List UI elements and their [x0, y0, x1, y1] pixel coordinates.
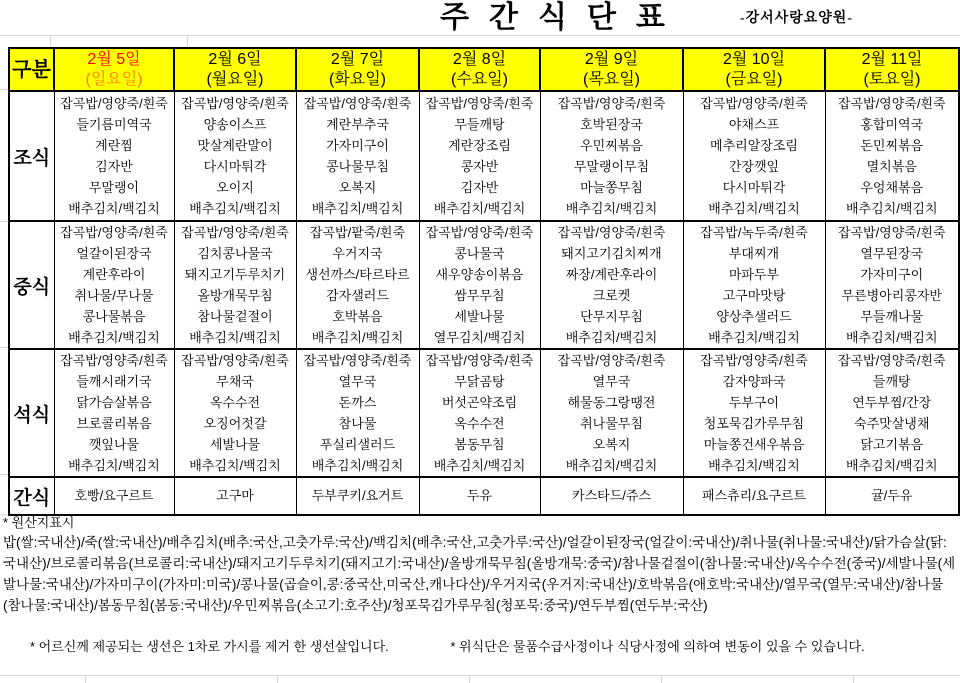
menu-item: 잡곡밥/영양죽/흰죽	[837, 225, 946, 240]
menu-item: 우민찌볶음	[580, 138, 643, 153]
snack-day-5-cell: 카스타드/쥬스	[540, 477, 683, 515]
menu-item: 배추김치/백김치	[708, 458, 800, 473]
breakfast-day-2-cell	[174, 91, 296, 221]
menu-item: 옥수수전	[209, 395, 261, 410]
meal-label-snack: 간식	[9, 477, 54, 515]
menu-item: 취나물무침	[580, 416, 643, 431]
menu-item: 잡곡밥/팥죽/흰죽	[309, 225, 406, 240]
menu-item: 배추김치/백김치	[189, 201, 281, 216]
menu-item: 마늘쫑건새우볶음	[703, 437, 805, 452]
menu-item: 열무된장국	[860, 246, 924, 261]
menu-item: 호박볶음	[332, 309, 383, 324]
menu-item: 열무국	[338, 374, 377, 389]
menu-item: 야채스프	[728, 117, 780, 132]
menu-item: 잡곡밥/영양죽/흰죽	[181, 225, 289, 240]
menu-change-note: * 위식단은 물품수급사정이나 식당사정에 의하여 변동이 있을 수 있습니다.	[450, 639, 865, 654]
menu-item: 생선까스/타르타르	[305, 267, 410, 282]
menu-item: 무채국	[216, 374, 254, 389]
gridline	[0, 675, 960, 676]
menu-item: 잡곡밥/영양죽/흰죽	[557, 225, 666, 240]
snack-day-4-cell: 두유	[419, 477, 540, 515]
menu-item: 배추김치/백김치	[845, 458, 938, 473]
menu-item: 간장깻잎	[728, 159, 780, 174]
breakfast-day-4-cell	[419, 91, 540, 221]
menu-item: 청포묵김가루무침	[703, 416, 805, 431]
menu-item: 단무지무침	[580, 309, 643, 324]
menu-item: 양송이스프	[203, 117, 267, 132]
snack-day-2-cell: 고구마	[174, 477, 296, 515]
menu-item: 계란찜	[95, 138, 133, 153]
menu-item: 버섯곤약조림	[441, 395, 518, 410]
menu-item: 깻잎나물	[88, 437, 140, 452]
menu-item: 메추리알장조림	[710, 138, 798, 153]
snack-day-3-cell: 두부쿠키/요거트	[296, 477, 419, 515]
menu-item: 잡곡밥/영양죽/흰죽	[425, 96, 534, 111]
menu-item: 멸치볶음	[866, 159, 917, 174]
dinner-day-5-cell	[540, 349, 683, 477]
snack-day-6-cell: 패스츄리/요구르트	[683, 477, 825, 515]
menu-item: 가자미구이	[860, 267, 924, 282]
meal-row-snack	[9, 477, 959, 515]
meal-label-breakfast: 조식	[9, 91, 54, 221]
gridline	[187, 36, 188, 47]
meal-row-breakfast	[9, 91, 959, 221]
menu-item: 들깨탕	[872, 374, 911, 389]
menu-item: 잡곡밥/영양죽/흰죽	[303, 96, 412, 111]
menu-item: 돈까스	[338, 395, 377, 410]
menu-item: 크로켓	[592, 288, 631, 303]
menu-item: 잡곡밥/영양죽/흰죽	[557, 96, 666, 111]
menu-item: 무말랭이무침	[573, 159, 650, 174]
menu-item: 배추김치/백김치	[708, 330, 800, 345]
snack-day-1-cell: 호빵/요구르트	[54, 477, 174, 515]
menu-item: 세발나물	[209, 437, 261, 452]
menu-item: 닭가슴살볶음	[76, 395, 152, 410]
menu-item: 호박된장국	[580, 117, 643, 132]
menu-item: 잡곡밥/영양죽/흰죽	[700, 96, 808, 111]
menu-item: 우거지국	[332, 246, 383, 261]
menu-item: 잡곡밥/영양죽/흰죽	[425, 353, 534, 368]
meal-label-lunch: 중식	[9, 221, 54, 349]
menu-item: 배추김치/백김치	[189, 330, 281, 345]
menu-item: 김자반	[460, 180, 499, 195]
gridline	[0, 35, 960, 36]
menu-item: 김자반	[95, 159, 133, 174]
menu-item: 무말랭이	[88, 180, 140, 195]
gridline	[0, 474, 8, 475]
breakfast-day-7-cell	[825, 91, 959, 221]
header-day-2: 2월 6일 (월요일)	[174, 48, 296, 91]
menu-item: 올방개묵무침	[197, 288, 273, 303]
gridline	[277, 675, 278, 683]
gridline	[469, 675, 470, 683]
menu-item: 무른병아리콩자반	[841, 288, 942, 303]
menu-item: 우엉채볶음	[860, 180, 924, 195]
page-title: 주간식단표	[440, 1, 685, 34]
menu-item: 잡곡밥/영양죽/흰죽	[425, 225, 534, 240]
menu-item: 감자양파국	[722, 374, 786, 389]
breakfast-day-5-cell	[540, 91, 683, 221]
menu-item: 잡곡밥/영양죽/흰죽	[60, 96, 168, 111]
menu-item: 배추김치/백김치	[565, 458, 658, 473]
menu-item: 홍합미역국	[860, 117, 924, 132]
menu-table-body	[9, 91, 959, 515]
lunch-day-7-cell	[825, 221, 959, 349]
footer-notes	[0, 636, 956, 657]
menu-item: 배추김치/백김치	[433, 201, 526, 216]
snack-day-7-cell: 귤/두유	[825, 477, 959, 515]
menu-item: 짜장/계란후라이	[565, 267, 658, 282]
menu-item: 김치콩나물국	[197, 246, 273, 261]
menu-item: 잡곡밥/영양죽/흰죽	[700, 353, 808, 368]
gridline	[853, 675, 854, 683]
menu-item: 잡곡밥/영양죽/흰죽	[60, 353, 168, 368]
dinner-day-3-cell	[296, 349, 419, 477]
header-day-3: 2월 7일 (화요일)	[296, 48, 419, 91]
menu-table-header	[9, 48, 959, 91]
header-day-1: 2월 5일 (일요일)	[54, 48, 174, 91]
lunch-day-6-cell	[683, 221, 825, 349]
menu-item: 콩나물볶음	[82, 309, 146, 324]
menu-item: 돈민찌볶음	[860, 138, 924, 153]
origin-label-text: 밥(쌀:국내산)/죽(쌀:국내산)/배추김치(배추:국산,고춧가루:국산)/백김치(배추:국산,고춧가루:국산)/얼갈이된장국(얼갈이:국내산)/취나물(취나물:국내산)/닭가슴살(닭:국내산)/브로콜리볶음(브로콜리:국내산)/돼지고기두루치기(돼지고기:국내산)/올방개묵무침(올방개묵:중국)/참나물겉절이(참나물:국내산)/옥수수전(중국)/세발나물(세발나물:국내산)/가자미구이(가자미:미국)/콩나물(곱슬이,콩:중국산,미국산,캐나다산)/우거지국(우거지:국내산)/호박볶음(애호박:국내산)/열무국(열무:국내산)/참나물(참나물:국내산)/봄동무침(봄동:국내산)/우민찌볶음(소고기:호주산)/청포묵김가루무침(청포묵:중국)/연두부찜(연두부:국산)	[3, 535, 956, 613]
menu-item: 계란장조림	[448, 138, 511, 153]
gridline	[0, 89, 8, 90]
menu-item: 무들깨나물	[860, 309, 924, 324]
menu-item: 배추김치/백김치	[189, 458, 281, 473]
breakfast-day-3-cell	[296, 91, 419, 221]
menu-item: 세발나물	[454, 309, 505, 324]
menu-item: 배추김치/백김치	[708, 201, 800, 216]
menu-item: 콩자반	[460, 159, 499, 174]
menu-item: 열무국	[592, 374, 631, 389]
menu-item: 열무김치/백김치	[433, 330, 526, 345]
fish-note: * 어르신께 제공되는 생선은 1차로 가시를 제거 한 생선살입니다.	[30, 639, 389, 654]
menu-item: 배추김치/백김치	[68, 201, 160, 216]
gridline	[0, 347, 8, 348]
gridline	[661, 675, 662, 683]
menu-item: 잡곡밥/영양죽/흰죽	[181, 96, 289, 111]
menu-item: 연두부찜/간장	[852, 395, 932, 410]
menu-item: 고구마맛탕	[722, 288, 786, 303]
menu-item: 잡곡밥/영양죽/흰죽	[557, 353, 666, 368]
menu-item: 다시마튀각	[722, 180, 786, 195]
menu-item: 부대찌개	[728, 246, 780, 261]
lunch-day-4-cell	[419, 221, 540, 349]
menu-item: 참나물	[338, 416, 377, 431]
menu-item: 배추김치/백김치	[565, 201, 658, 216]
menu-item: 옥수수전	[454, 416, 505, 431]
menu-item: 두부구이	[728, 395, 780, 410]
menu-item: 오이지	[216, 180, 254, 195]
menu-item: 오복지	[592, 437, 631, 452]
menu-item: 계란부추국	[326, 117, 389, 132]
menu-item: 닭고기볶음	[860, 437, 924, 452]
dinner-day-4-cell	[419, 349, 540, 477]
menu-item: 참나물겉절이	[197, 309, 273, 324]
menu-item: 다시마튀각	[203, 159, 267, 174]
lunch-day-1-cell	[54, 221, 174, 349]
menu-item: 마늘쫑무침	[580, 180, 643, 195]
lunch-day-2-cell	[174, 221, 296, 349]
header-row	[9, 48, 959, 91]
menu-item: 잡곡밥/녹두죽/흰죽	[700, 225, 808, 240]
menu-item: 맛살계란말이	[197, 138, 273, 153]
menu-item: 해물동그랑땡전	[567, 395, 656, 410]
menu-item: 잡곡밥/영양죽/흰죽	[181, 353, 289, 368]
breakfast-day-1-cell	[54, 91, 174, 221]
header-day-4: 2월 8일 (수요일)	[419, 48, 540, 91]
menu-item: 돼지고기김치찌개	[561, 246, 662, 261]
meal-label-dinner: 석식	[9, 349, 54, 477]
menu-item: 취나물/무나물	[74, 288, 154, 303]
menu-item: 봄동무침	[454, 437, 505, 452]
meal-row-dinner	[9, 349, 959, 477]
menu-item: 잡곡밥/영양죽/흰죽	[303, 353, 412, 368]
menu-item: 쌈무무침	[454, 288, 505, 303]
menu-item: 배추김치/백김치	[311, 458, 404, 473]
menu-item: 콩나물무침	[326, 159, 389, 174]
gridline	[50, 36, 51, 47]
lunch-day-5-cell	[540, 221, 683, 349]
menu-item: 돼지고기두루치기	[184, 267, 286, 282]
lunch-day-3-cell	[296, 221, 419, 349]
header-day-6: 2월 10일 (금요일)	[683, 48, 825, 91]
menu-item: 배추김치/백김치	[68, 330, 160, 345]
meal-row-lunch	[9, 221, 959, 349]
menu-item: 푸실리샐러드	[319, 437, 396, 452]
dinner-day-2-cell	[174, 349, 296, 477]
header-day-5: 2월 9일 (목요일)	[540, 48, 683, 91]
menu-item: 오징어젓갈	[203, 416, 267, 431]
menu-item: 계란후라이	[82, 267, 146, 282]
origin-label-title: * 원산지표시	[3, 515, 75, 530]
menu-item: 무들깨탕	[454, 117, 505, 132]
facility-name: -강서사랑요양원-	[740, 11, 853, 26]
dinner-day-6-cell	[683, 349, 825, 477]
menu-item: 배추김치/백김치	[433, 458, 526, 473]
weekly-menu-table	[8, 47, 960, 516]
menu-item: 배추김치/백김치	[68, 458, 160, 473]
menu-item: 들깨시래기국	[76, 374, 152, 389]
menu-item: 배추김치/백김치	[845, 330, 938, 345]
menu-item: 얼갈이된장국	[76, 246, 152, 261]
menu-item: 잡곡밥/영양죽/흰죽	[837, 353, 946, 368]
header-day-7: 2월 11일 (토요일)	[825, 48, 959, 91]
breakfast-day-6-cell	[683, 91, 825, 221]
menu-item: 숙주맛살냉채	[854, 416, 930, 431]
menu-item: 콩나물국	[454, 246, 505, 261]
menu-item: 새우양송이볶음	[435, 267, 524, 282]
menu-item: 양상추샐러드	[716, 309, 792, 324]
dinner-day-1-cell	[54, 349, 174, 477]
menu-item: 잡곡밥/영양죽/흰죽	[837, 96, 946, 111]
menu-item: 감자샐러드	[326, 288, 389, 303]
menu-item: 잡곡밥/영양죽/흰죽	[60, 225, 168, 240]
menu-item: 들기름미역국	[76, 117, 152, 132]
menu-item: 배추김치/백김치	[845, 201, 938, 216]
menu-item: 무닭곰탕	[454, 374, 505, 389]
header-category: 구분	[9, 48, 54, 91]
menu-item: 마파두부	[728, 267, 780, 282]
menu-item: 브로콜리볶음	[76, 416, 152, 431]
menu-item: 배추김치/백김치	[311, 330, 404, 345]
menu-item: 배추김치/백김치	[311, 201, 404, 216]
menu-item: 가자미구이	[326, 138, 389, 153]
gridline	[0, 221, 8, 222]
gridline	[85, 675, 86, 683]
menu-item: 배추김치/백김치	[565, 330, 658, 345]
dinner-day-7-cell	[825, 349, 959, 477]
menu-item: 오복지	[338, 180, 377, 195]
